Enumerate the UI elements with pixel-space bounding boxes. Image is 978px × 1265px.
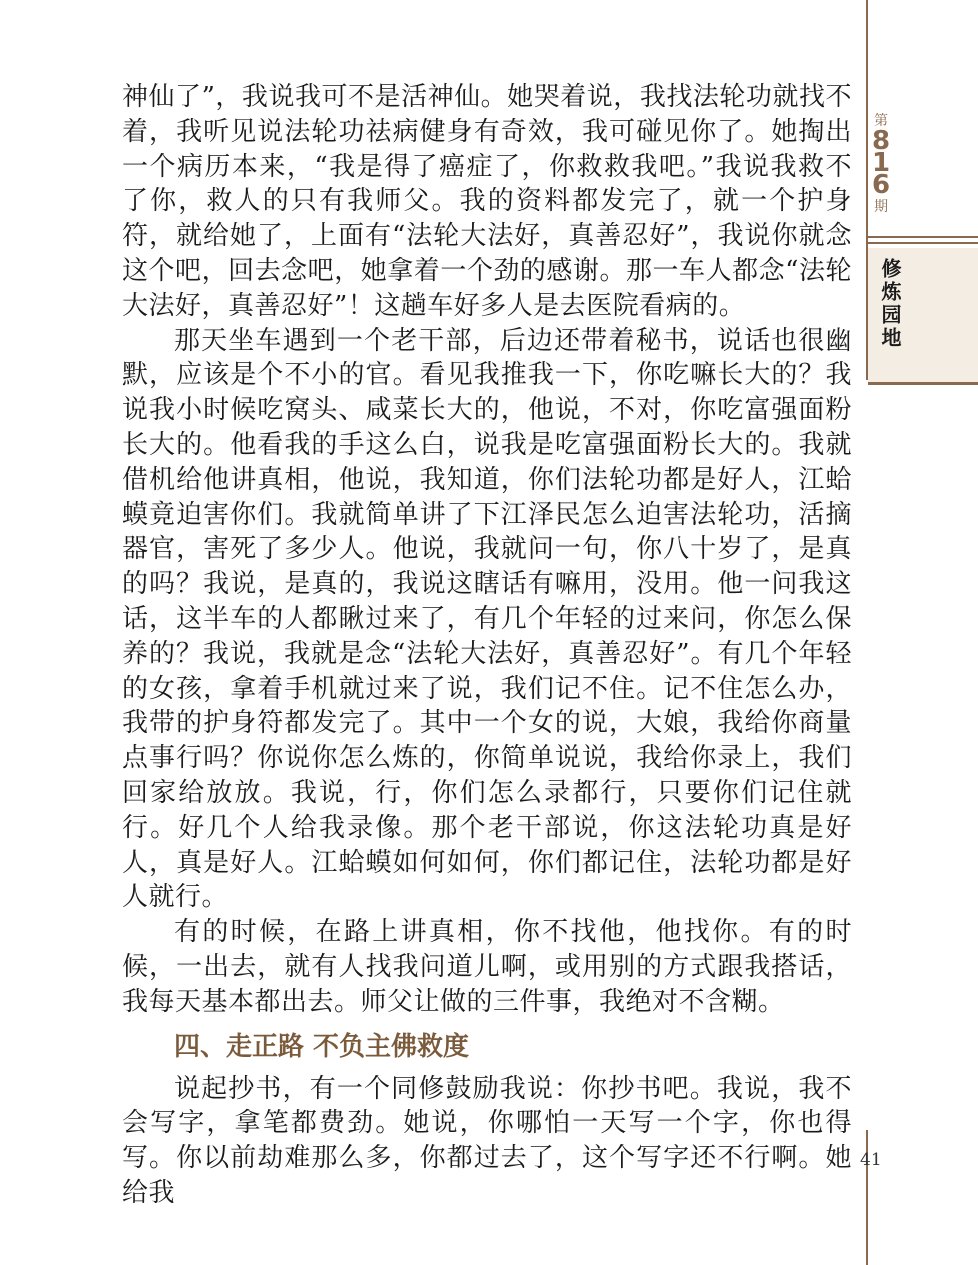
issue-digit-2: 1	[872, 148, 891, 178]
section-tab	[868, 248, 978, 385]
divider-rule-2	[868, 242, 978, 244]
issue-prefix: 第	[874, 113, 888, 129]
paragraph-3: 有的时候，在路上讲真相，你不找他，他找你。有的时候，一出去，就有人找我问道儿啊，或用别的方式跟我搭话，我每天基本都出去。师父让做的三件事，我绝对不含糊。	[122, 917, 852, 1017]
issue-suffix: 期	[874, 199, 888, 215]
page-number: 41	[860, 1150, 882, 1170]
divider-rule-1	[868, 236, 978, 238]
paragraph-4: 说起抄书，有一个同修鼓励我说：你抄书吧。我说，我不会写字，拿笔都费劲。她说，你哪怕一天写一个字，你也得写。你以前劫难那么多，你都过去了，这个写字还不行啊。她给我	[122, 1073, 852, 1208]
paragraph-2: 那天坐车遇到一个老干部，后边还带着秘书，说话也很幽默，应该是个不小的官。看见我推我一下，你吃嘛长大的？我说我小时候吃窝头、咸菜长大的，他说，不对，你吃富强面粉长大的。他看我的手这么白，说我是吃富强面粉长大的。我就借机给他讲真相，他说，我知道，你们法轮功都是好人，江蛤蟆竟迫害你们。我就简单讲了下江泽民怎么迫害法轮功，活摘器官，害死了多少人。他说，我就问一句，你八十岁了，是真的吗？我说，是真的，我说这瞎话有嘛用，没用。他一问我这话，这半车的人都瞅过来了，有几个年轻的过来问，你怎么保养的？我说，我就是念“法轮大法好，真善忍好”。有几个年轻的女孩，拿着手机就过来了说，我们记不住。记不住怎么办，我带的护身符都发完了。其中一个女的说，大娘，我给你商量点事行吗？你说你怎么炼的，你简单说说，我给你录上，我们回家给放放。我说，行，你们怎么录都行，只要你们记住就行。好几个人给我录像。那个老干部说，你这法轮功真是好人，真是好人。江蛤蟆如何如何，你们都记住，法轮功都是好人就行。	[122, 325, 852, 913]
section-heading: 四、走正路 不负主佛救度	[174, 1031, 470, 1062]
issue-badge	[868, 110, 978, 230]
issue-digit-3: 6	[872, 170, 891, 200]
article-body	[122, 80, 852, 1211]
paragraph-1: 神仙了”，我说我可不是活神仙。她哭着说，我找法轮功就找不着，我听见说法轮功祛病健身有奇效，我可碰见你了。她掏出一个病历本来，“我是得了癌症了，你救救我吧。”我说我救不了你，救人的只有我师父。我的资料都发完了，就一个护身符，就给她了，上面有“法轮大法好，真善忍好”，我说你就念这个吧，回去念吧，她拿着一个劲的感谢。那一车人都念“法轮大法好，真善忍好”！这趟车好多人是去医院看病的。	[122, 82, 852, 321]
section-tab-title: 修炼园地	[878, 258, 902, 350]
issue-digit-1: 8	[872, 126, 891, 156]
